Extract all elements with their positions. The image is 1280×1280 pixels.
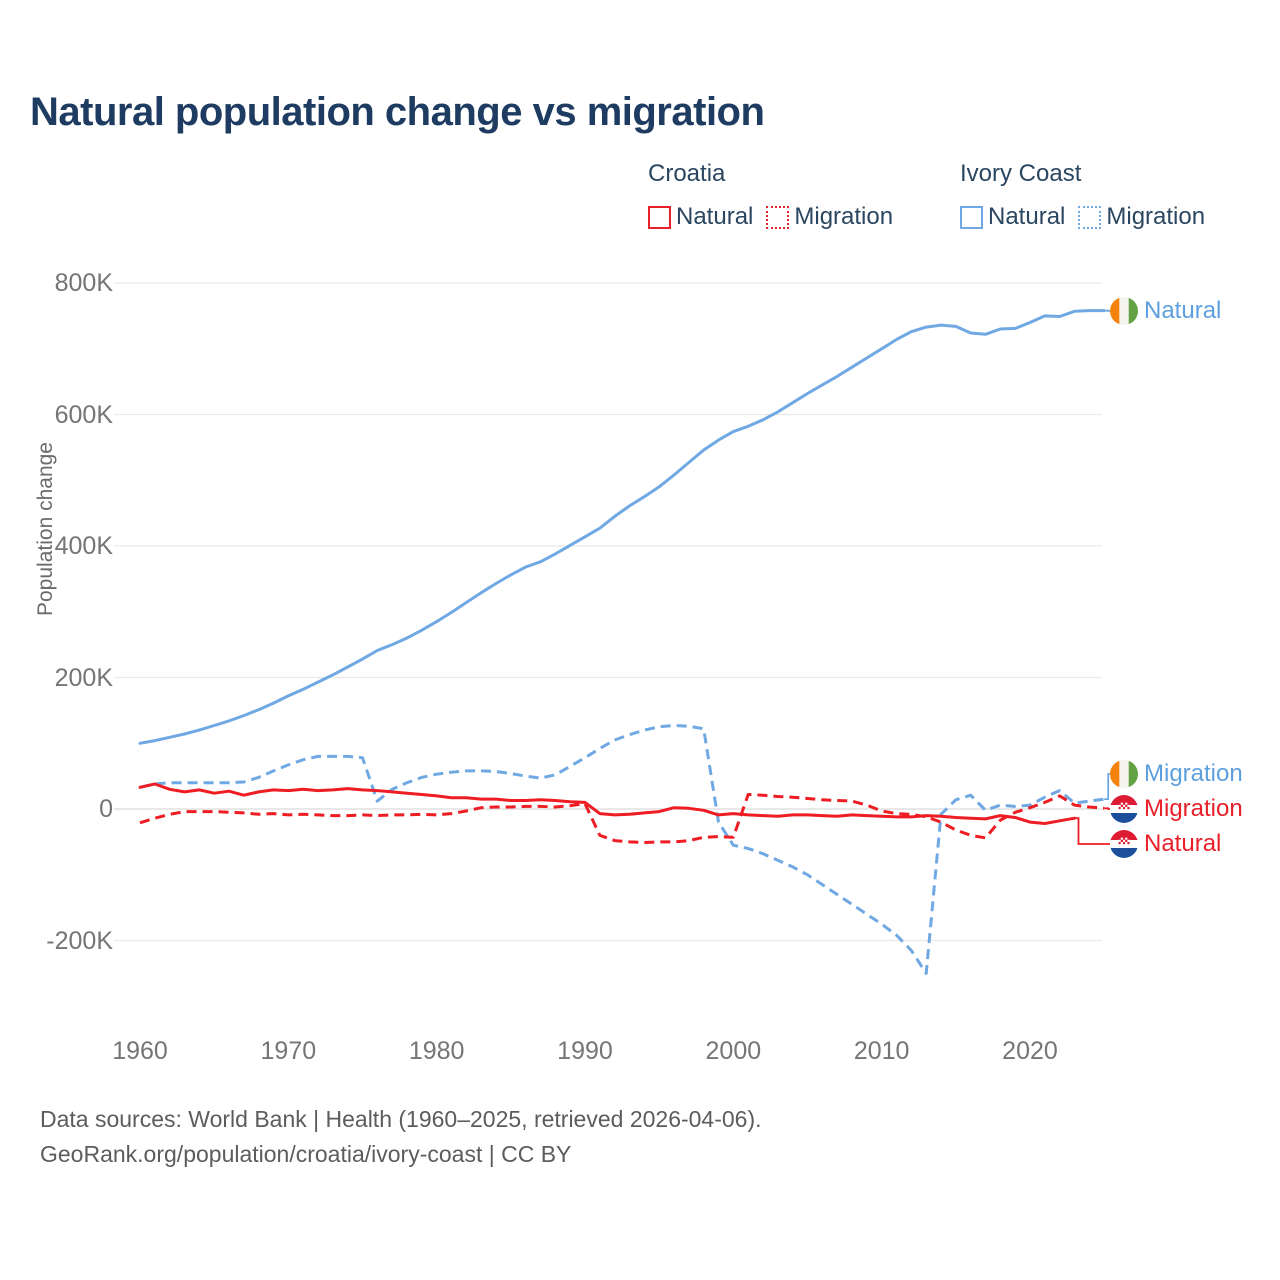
series-label-croatia-natural bbox=[1110, 830, 1221, 858]
legend-item-label: Migration bbox=[1106, 203, 1206, 230]
x-tick-label: 1960 bbox=[112, 1037, 168, 1065]
dotted-line-swatch-icon bbox=[1078, 206, 1101, 229]
x-tick-label: 1990 bbox=[557, 1037, 613, 1065]
y-tick-label: 400K bbox=[54, 532, 113, 560]
series-label-text: Natural bbox=[1144, 297, 1222, 324]
ivory-coast-flag-icon bbox=[1110, 760, 1138, 788]
dotted-line-swatch-icon bbox=[766, 206, 789, 229]
series-line-croatia_natural bbox=[140, 784, 1075, 824]
croatia-flag-icon bbox=[1110, 795, 1138, 823]
solid-line-swatch-icon bbox=[648, 206, 671, 229]
series-label-text: Migration bbox=[1144, 760, 1243, 787]
legend-group-title: Croatia bbox=[648, 160, 726, 187]
series-line-ivory_migration bbox=[140, 726, 1104, 974]
y-tick-label: 800K bbox=[54, 269, 113, 297]
ivory-coast-flag-icon bbox=[1110, 297, 1138, 325]
footer-data-sources: Data sources: World Bank | Health (1960–2025, retrieved 2026-04-06). bbox=[40, 1106, 762, 1132]
series-label-croatia-migration bbox=[1110, 795, 1243, 823]
series-label-ivory-natural bbox=[1110, 297, 1221, 325]
y-tick-label: 0 bbox=[99, 795, 113, 823]
y-tick-label: 600K bbox=[54, 400, 113, 429]
page-title: Natural population change vs migration bbox=[30, 90, 765, 134]
legend-item-label: Natural bbox=[676, 203, 754, 230]
x-tick-label: 2000 bbox=[705, 1037, 762, 1065]
legend-item-croatia-natural[interactable] bbox=[648, 203, 753, 231]
legend-item-label: Natural bbox=[988, 203, 1066, 230]
series-label-text: Migration bbox=[1144, 795, 1243, 822]
croatia-flag-icon bbox=[1110, 830, 1138, 858]
legend-item-label: Migration bbox=[794, 203, 894, 230]
legend-item-croatia-migration[interactable] bbox=[766, 203, 893, 231]
legend-group-croatia bbox=[648, 160, 893, 231]
legend-group-title: Ivory Coast bbox=[960, 160, 1082, 187]
y-axis-title: Population change bbox=[34, 442, 57, 616]
x-tick-label: 2010 bbox=[853, 1037, 910, 1065]
footer-attribution: GeoRank.org/population/croatia/ivory-coast | CC BY bbox=[40, 1141, 572, 1167]
x-tick-label: 2020 bbox=[1002, 1037, 1058, 1065]
x-tick-label: 1970 bbox=[260, 1037, 317, 1065]
leader-line-croatia_natural bbox=[1075, 818, 1111, 844]
legend-group-ivory-coast bbox=[960, 160, 1205, 231]
series-line-ivory_natural bbox=[140, 311, 1104, 744]
legend-item-ivory-coast-migration[interactable] bbox=[1078, 203, 1205, 231]
y-tick-label: -200K bbox=[46, 926, 113, 955]
legend-item-ivory-coast-natural[interactable] bbox=[960, 203, 1065, 231]
series-label-ivory-migration bbox=[1110, 760, 1243, 788]
y-tick-label: 200K bbox=[54, 663, 113, 692]
x-tick-label: 1980 bbox=[408, 1037, 465, 1065]
solid-line-swatch-icon bbox=[960, 206, 983, 229]
series-label-text: Natural bbox=[1144, 830, 1222, 857]
